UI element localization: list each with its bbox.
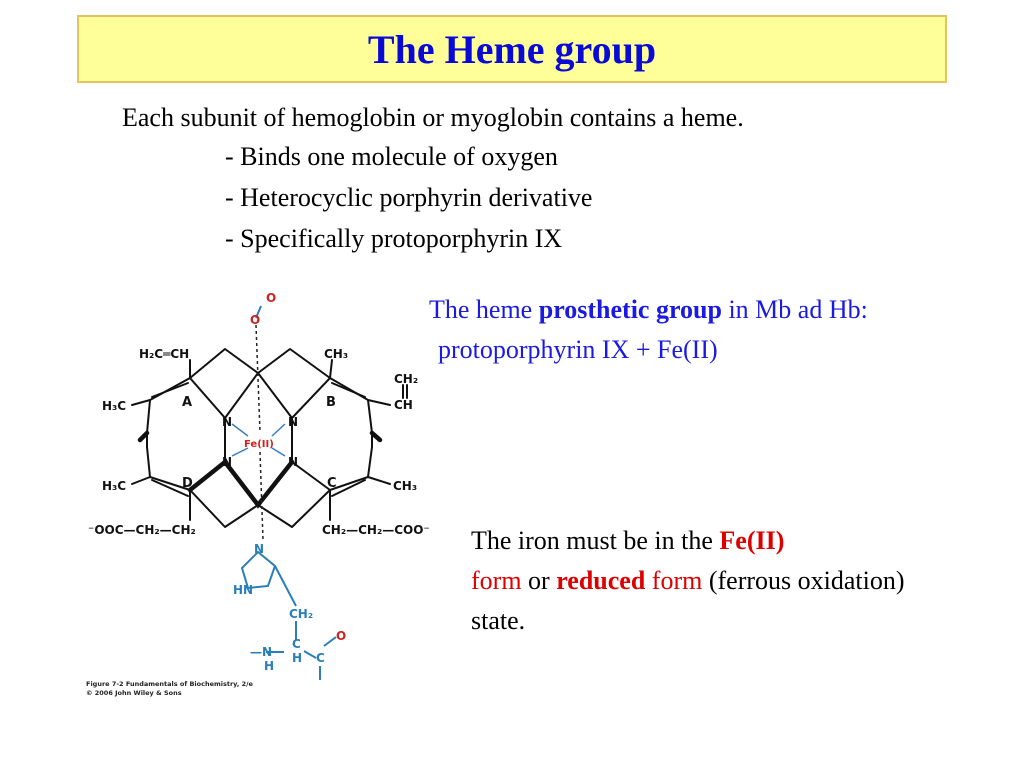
figure-credit-line: Figure 7-2 Fundamentals of Biochemistry, 2/e [86, 680, 253, 688]
iron-note-form: form [471, 566, 522, 595]
ring-label-d: D [182, 476, 193, 491]
histidine-nh: —N [250, 645, 273, 659]
histidine-carbonyl-c: C [316, 651, 325, 665]
prosthetic-post: in Mb ad Hb: [721, 295, 868, 324]
methyl-group-a: H₃C [102, 399, 127, 413]
bullet-item: - Binds one molecule of oxygen [225, 142, 558, 171]
iron-label: Fe(II) [244, 439, 274, 450]
nitrogen-label: N [288, 415, 299, 429]
propionate-right: CH₂—CH₂—COO⁻ [322, 523, 430, 537]
nitrogen-label: N [222, 415, 233, 429]
propionate-left: ⁻OOC—CH₂—CH₂ [88, 523, 196, 537]
iron-note-or: or [521, 566, 557, 595]
axial-ligand-bonds [256, 325, 263, 540]
vinyl-group-b-bottom: CH [394, 398, 413, 412]
iron-note-fe: Fe(II) [719, 526, 785, 555]
ring-label-a: A [182, 395, 193, 410]
ring-label-b: B [326, 395, 336, 410]
histidine-n: N [254, 542, 265, 556]
histidine-ch2: CH₂ [289, 607, 314, 621]
histidine-nh-h: H [264, 659, 275, 673]
histidine-carbonyl-o: O [336, 629, 347, 643]
nitrogen-label: N [222, 455, 233, 469]
figure-credit [86, 680, 253, 698]
oxygen-label-top: O [266, 291, 277, 305]
prosthetic-pre: The heme [429, 295, 539, 324]
nitrogen-label: N [288, 455, 299, 469]
histidine-bonds [242, 306, 336, 680]
iron-note-part: The iron must be in the [471, 526, 720, 555]
oxygen-label-bottom: O [250, 313, 261, 327]
histidine-h: H [292, 651, 303, 665]
histidine-hn: HN [233, 583, 254, 597]
figure-credit-line: © 2006 John Wiley & Sons [86, 689, 182, 697]
bullet-item: - Specifically protoporphyrin IX [225, 224, 563, 253]
slide-title: The Heme group [367, 26, 657, 72]
iron-note-reduced: reduced [556, 566, 646, 595]
intro-text: Each subunit of hemoglobin or myoglobin contains a heme. [122, 103, 744, 132]
methyl-group-b: CH₃ [324, 347, 349, 361]
methyl-group-c: CH₃ [393, 479, 418, 493]
methyl-group-d: H₃C [102, 479, 127, 493]
prosthetic-line-2: protoporphyrin IX + Fe(II) [438, 335, 718, 364]
iron-note-rest: (ferrous oxidation) state. [471, 566, 905, 635]
porphyrin-bonds [132, 349, 407, 527]
bullet-item: - Heterocyclic porphyrin derivative [225, 183, 593, 212]
vinyl-group-b-top: CH₂ [394, 372, 419, 386]
prosthetic-bold: prosthetic group [538, 295, 722, 324]
vinyl-group-a: H₂C═CH [139, 347, 190, 361]
iron-note-form2: form [645, 566, 703, 595]
ring-label-c: C [327, 476, 337, 491]
histidine-c: C [292, 637, 301, 651]
